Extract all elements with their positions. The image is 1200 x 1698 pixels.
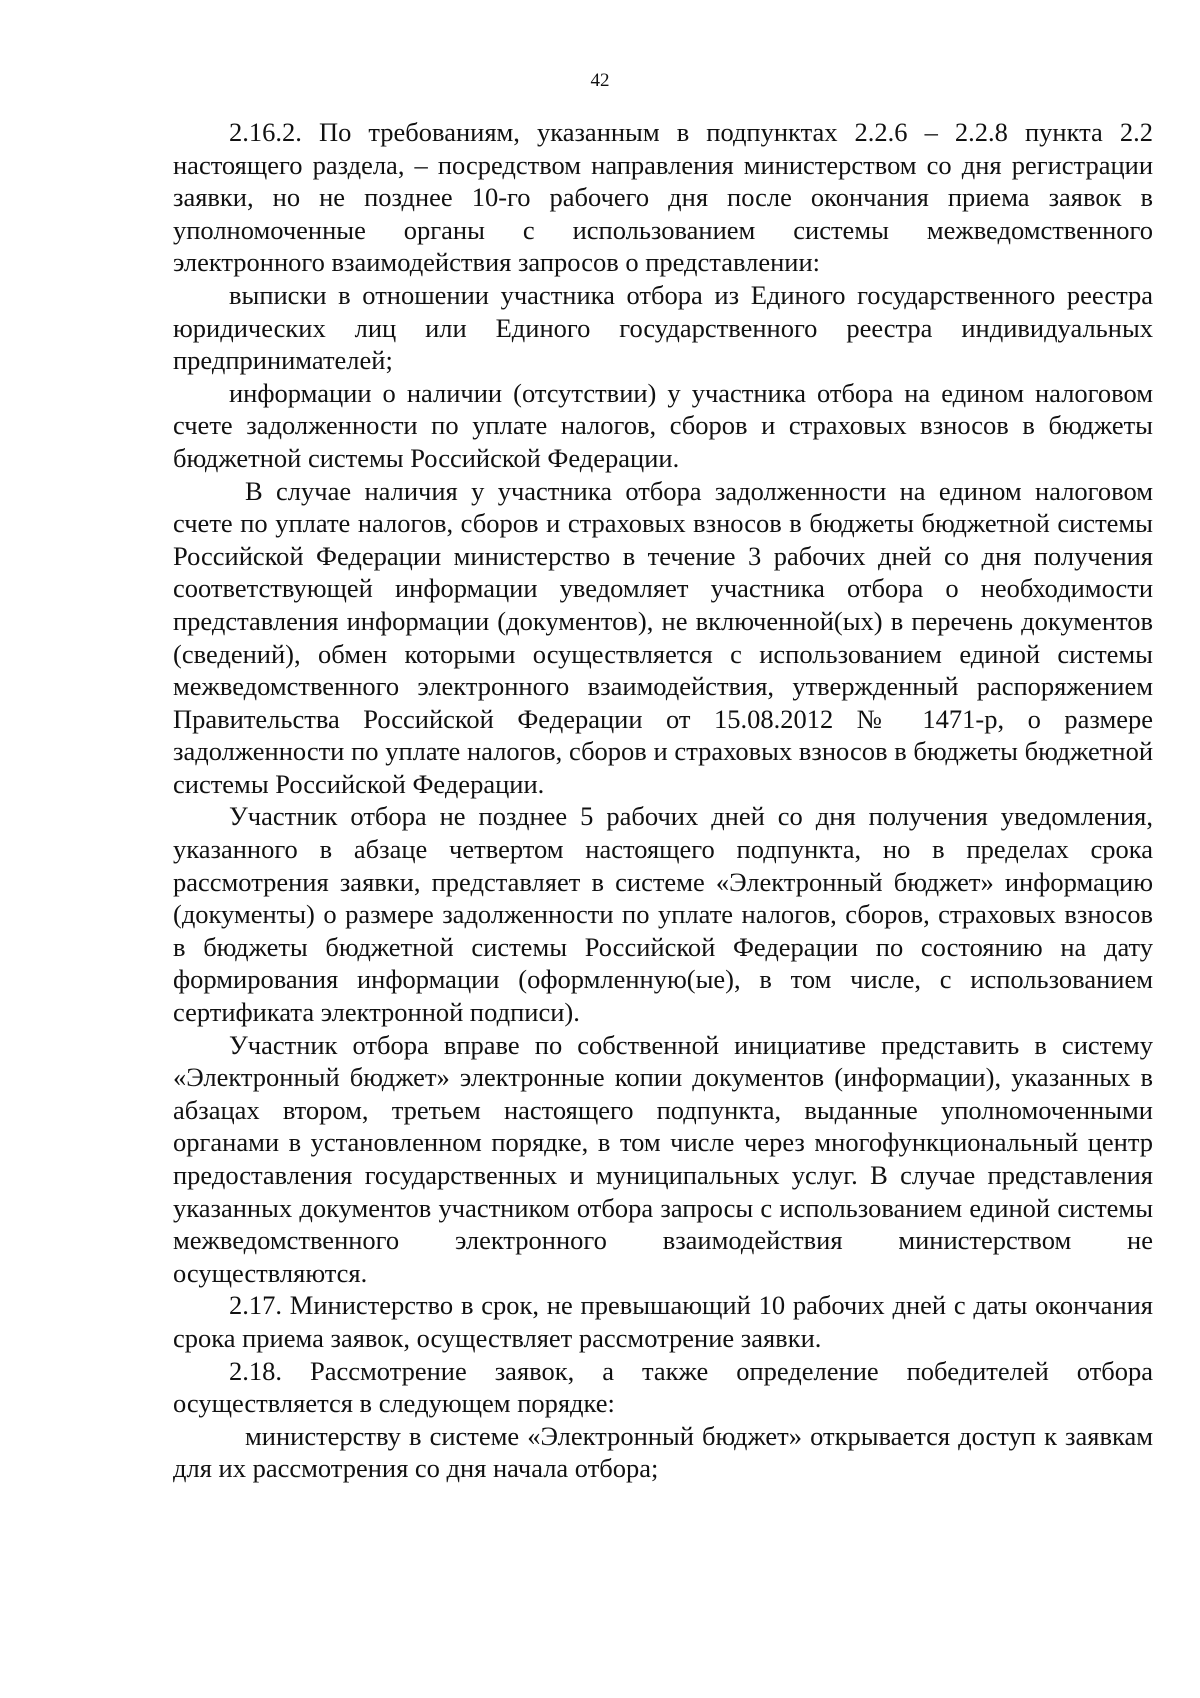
page-number: 42 xyxy=(590,70,610,91)
paragraph-participant-response: Участник отбора не позднее 5 рабочих дней со дня получения уведомления, указанного в абзаце четвертом настоящего подпункта, но в пределах срока рассмотрения заявки, представляет в системе «Электронный бюджет» информацию (документы) о размере задолженности по уплате налогов, сборов, страховых взносов в бюджеты бюджетной системы Российской Федерации по состоянию на дату формирования информации (оформленную(ые), в том числе, с использованием сертификата электронной подписи). xyxy=(173,801,1153,1028)
paragraph-tax-info: информации о наличии (отсутствии) у участника отбора на едином налоговом счете задолженности по уплате налогов, сборов и страховых взносов в бюджеты бюджетной системы Российской Федерации. xyxy=(173,377,1153,473)
paragraph-debt-notice: В случае наличия у участника отбора задолженности на едином налоговом счете по уплате налогов, сборов и страховых взносов в бюджеты бюджетной системы Российской Федерации министерство в течение 3 рабочих дней со дня получения соответствующей информации уведомляет участника отбора о необходимости представления информации (документов), не включенной(ых) в перечень документов (сведений), обмен которыми осуществляется с использованием единой системы межведомственного электронного взаимодействия, утвержденный распоряжением Правительства Российской Федерации от 15.08.2012 № 1471-р, о размере задолженности по уплате налогов, сборов и страховых взносов в бюджеты бюджетной системы Российской Федерации. xyxy=(173,475,1153,799)
paragraph-access-to-applications: министерству в системе «Электронный бюджет» открывается доступ к заявкам для их рассмотрения со дня начала отбора; xyxy=(173,1420,1153,1484)
paragraph-egrul-extract: выписки в отношении участника отбора из Единого государственного реестра юридических лиц или Единого государственного реестра индивидуальных предпринимателей; xyxy=(173,279,1153,376)
paragraph-own-initiative: Участник отбора вправе по собственной инициативе представить в систему «Электронный бюджет» электронные копии документов (информации), указанных в абзацах втором, третьем настоящего подпункта, выданные уполномоченными органами в установленном порядке, в том числе через многофункциональный центр предоставления государственных и муниципальных услуг. В случае представления указанных документов участником отбора запросы с использованием единой системы межведомственного электронного взаимодействия министерством не осуществляются. xyxy=(173,1029,1153,1288)
paragraph-2-18: 2.18. Рассмотрение заявок, а также определение победителей отбора осуществляется в следующем порядке: xyxy=(173,1355,1153,1419)
paragraph-2-16-2: 2.16.2. По требованиям, указанным в подпунктах 2.2.6 – 2.2.8 пункта 2.2 настоящего раздела, – посредством направления министерством со дня регистрации заявки, но не позднее 10-го рабочего дня после окончания приема заявок в уполномоченные органы с использованием системы межведомственного электронного взаимодействия запросов о представлении: xyxy=(173,117,1153,278)
paragraph-2-17: 2.17. Министерство в срок, не превышающий 10 рабочих дней с даты окончания срока приема заявок, осуществляет рассмотрение заявки. xyxy=(173,1290,1153,1353)
document-body xyxy=(173,116,1153,1485)
